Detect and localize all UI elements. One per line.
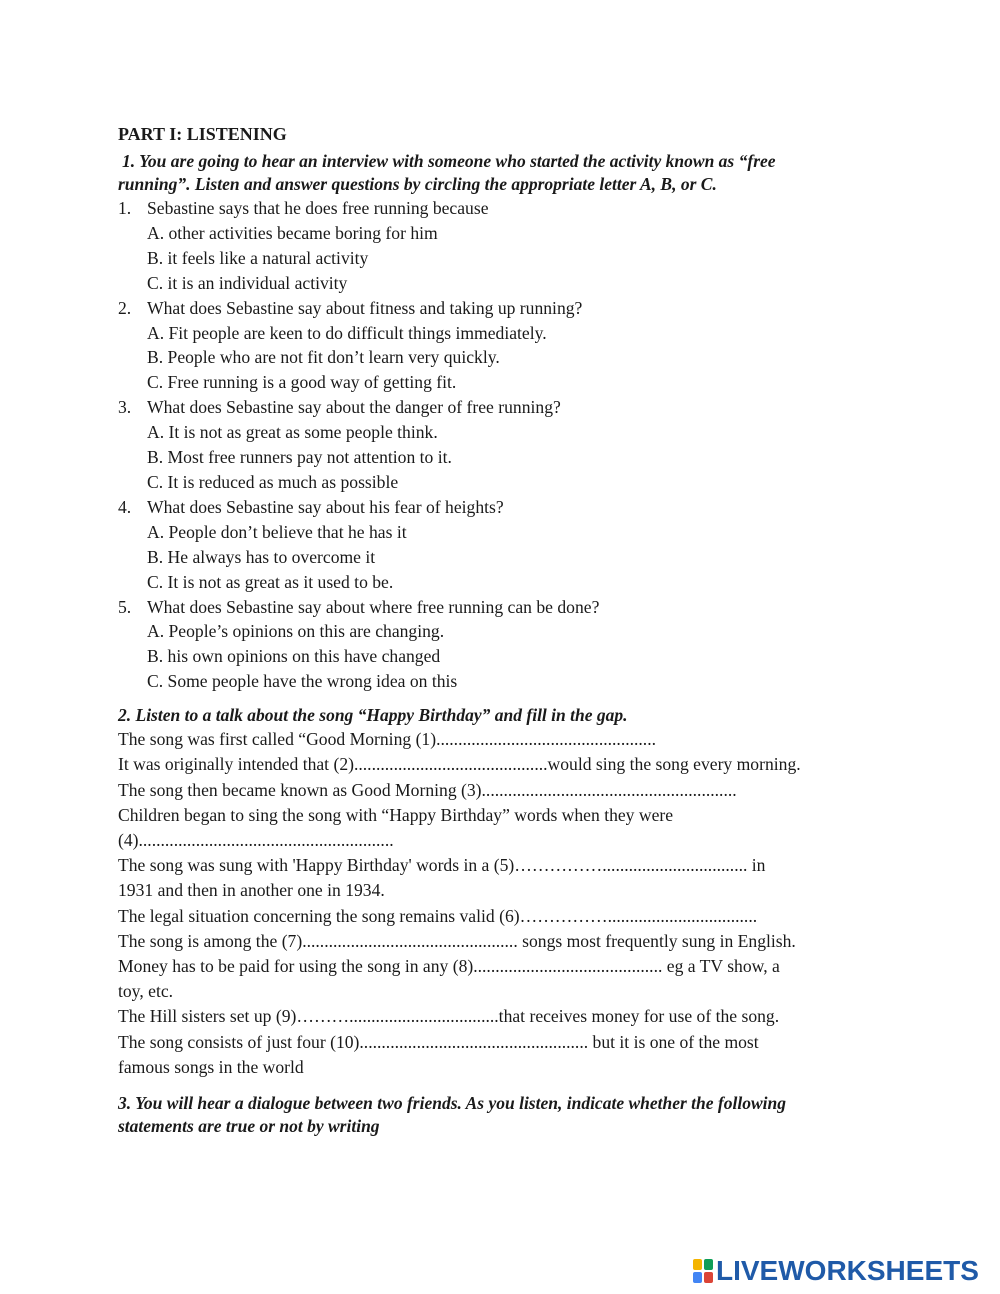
gap-line-1[interactable]: The song was first called “Good Morning (1).................................................. xyxy=(118,729,657,750)
option-a[interactable]: A. other activities became boring for him xyxy=(147,222,438,243)
option-b[interactable]: B. it feels like a natural activity xyxy=(147,247,369,268)
question-text: What does Sebastine say about his fear of heights? xyxy=(147,496,504,517)
question-number: 5. xyxy=(118,596,132,617)
section-3-instruction-line-1: 3. You will hear a dialogue between two friends. As you listen, indicate whether the following xyxy=(118,1092,786,1113)
question-5 xyxy=(118,595,908,695)
text-line: Children began to sing the song with “Happy Birthday” words when they were xyxy=(118,804,674,825)
question-text: What does Sebastine say about where free running can be done? xyxy=(147,596,600,617)
liveworksheets-logo xyxy=(693,1257,979,1285)
section-2-instruction: 2. Listen to a talk about the song “Happy Birthday” and fill in the gap. xyxy=(118,705,628,726)
worksheet-page xyxy=(118,120,908,1138)
question-number: 3. xyxy=(118,397,132,418)
option-c[interactable]: C. it is an individual activity xyxy=(147,272,348,293)
option-a[interactable]: A. People don’t believe that he has it xyxy=(147,521,407,542)
option-b[interactable]: B. Most free runners pay not attention to it. xyxy=(147,447,452,468)
text-line: toy, etc. xyxy=(118,981,174,1002)
question-number: 4. xyxy=(118,496,132,517)
question-number: 1. xyxy=(118,198,132,218)
gap-line-5[interactable]: The song was sung with 'Happy Birthday' words in a (5)……………................................. in xyxy=(118,855,766,876)
text-line: famous songs in the world xyxy=(118,1056,304,1077)
option-c[interactable]: C. Free running is a good way of getting fit. xyxy=(147,372,457,393)
question-1 xyxy=(118,196,908,296)
section-2 xyxy=(118,704,908,1080)
gap-line-2[interactable]: It was originally intended that (2)............................................would sing the song every morning. xyxy=(118,754,801,775)
gap-line-6[interactable]: The legal situation concerning the song remains valid (6)…………….................................. xyxy=(118,905,758,926)
option-a[interactable]: A. People’s opinions on this are changing. xyxy=(147,621,445,642)
gap-line-4[interactable]: (4).......................................................... xyxy=(118,829,394,850)
option-b[interactable]: B. People who are not fit don’t learn very quickly. xyxy=(147,347,500,368)
question-2 xyxy=(118,296,908,396)
gap-line-9[interactable]: The Hill sisters set up (9)………..................................that receives money for use of the song. xyxy=(118,1006,780,1027)
liveworksheets-logo-icon xyxy=(693,1259,713,1283)
option-a[interactable]: A. It is not as great as some people think. xyxy=(147,422,438,443)
question-text: What does Sebastine say about the danger of free running? xyxy=(147,397,561,418)
question-number: 2. xyxy=(118,297,132,318)
section-1-instruction-line-1: 1. You are going to hear an interview with someone who started the activity known as “free xyxy=(122,151,776,171)
gap-line-8[interactable]: Money has to be paid for using the song in any (8)........................................... eg a TV show, a xyxy=(118,955,780,976)
question-4 xyxy=(118,495,908,595)
part-title: PART I: LISTENING xyxy=(118,124,287,144)
gap-line-3[interactable]: The song then became known as Good Morning (3).......................................................... xyxy=(118,779,737,800)
question-text: Sebastine says that he does free running because xyxy=(147,198,489,218)
gap-line-10[interactable]: The song consists of just four (10).................................................... but it is one of the most xyxy=(118,1031,759,1052)
section-3-instruction-line-2: statements are true or not by writing xyxy=(118,1115,380,1136)
option-b[interactable]: B. his own opinions on this have changed xyxy=(147,646,441,667)
question-text: What does Sebastine say about fitness and taking up running? xyxy=(147,297,583,318)
option-c[interactable]: C. Some people have the wrong idea on this xyxy=(147,671,458,692)
option-c[interactable]: C. It is not as great as it used to be. xyxy=(147,571,394,592)
gap-line-7[interactable]: The song is among the (7)................................................. songs most frequently sung in English. xyxy=(118,930,796,951)
section-1 xyxy=(118,150,908,694)
section-3 xyxy=(118,1092,908,1138)
text-line: 1931 and then in another one in 1934. xyxy=(118,880,385,901)
section-1-instruction-line-2: running”. Listen and answer questions by circling the appropriate letter A, B, or C. xyxy=(118,174,717,194)
option-b[interactable]: B. He always has to overcome it xyxy=(147,546,376,567)
option-a[interactable]: A. Fit people are keen to do difficult things immediately. xyxy=(147,322,547,343)
option-c[interactable]: C. It is reduced as much as possible xyxy=(147,471,399,492)
logo-text: LIVEWORKSHEETS xyxy=(716,1255,979,1286)
question-3 xyxy=(118,395,908,495)
